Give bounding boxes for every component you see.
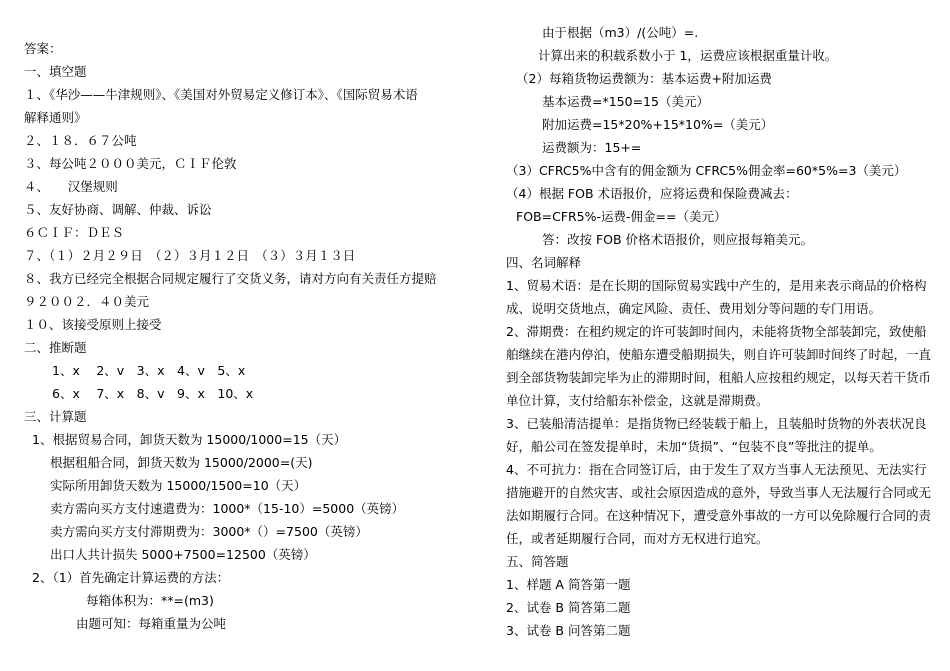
calc-1-line5: 卖方需向买方支付滞期费为：3000*（）=7500（英镑） (50, 524, 368, 539)
fill-blank-3: ３、每公吨２０００美元，ＣＩＦ伦敦 (24, 156, 237, 171)
short-answer-3: 3、试卷 B 问答第二题 (506, 623, 631, 638)
section-judgement-heading: 二、推断题 (24, 340, 87, 355)
calc-2-freight-total: 运费额为：15+= (542, 140, 642, 155)
calc-2-line4: 由于根据（m3）/(公吨）=. (542, 25, 699, 40)
term-4-line1: 4、不可抗力：指在合同签订后，由于发生了双方当事人无法预见、无法实行 (506, 462, 927, 477)
term-1-line2: 成、说明交货地点，确定风险、责任、费用划分等问题的专门用语。 (506, 301, 882, 316)
calc-2-line2: 每箱体积为：**=(m3) (86, 593, 214, 608)
judgement-row-1: 1、x 2、v 3、x 4、v 5、x (52, 363, 246, 378)
term-4-line3: 法如期履行合同。在这种情况下，遭受意外事故的一方可以免除履行合同的责 (506, 508, 932, 523)
calc-2-surcharge: 附加运费=15*20%+15*10%=（美元） (542, 117, 774, 132)
term-3-line2: 好，船公司在签发提单时，未加“货损”、“包装不良”等批注的提单。 (506, 439, 882, 454)
section-fill-blank-heading: 一、填空题 (24, 64, 87, 79)
fill-blank-10: １０、该接受原则上接受 (24, 317, 162, 332)
term-2-line3: 到全部货物装卸完毕为止的滞期时间，租船人应按租约规定，以每天若干货币 (506, 370, 932, 385)
fill-blank-1-line1: １、《华沙——牛津规则》、《美国对外贸易定义修订本》、《国际贸易术语 (24, 87, 418, 102)
answer-heading: 答案： (24, 41, 62, 56)
fill-blank-8-line1: ８、我方已经完全根据合同规定履行了交货义务，请对方向有关责任方提赔 (24, 271, 437, 286)
section-short-answer-heading: 五、简答题 (506, 554, 569, 569)
calc-2-line5: 计算出来的积载系数小于 1，运费应该根据重量计收。 (538, 48, 838, 63)
fill-blank-1-line2: 解释通则》 (24, 110, 87, 125)
calc-2-line3: 由题可知：每箱重量为公吨 (76, 616, 227, 631)
term-4-line4: 任，或者延期履行合同，而对方无权进行追究。 (506, 531, 769, 546)
calc-1-line3: 实际所用卸货天数为 15000/1500=10（天） (50, 478, 307, 493)
fill-blank-5: ５、友好协商、调解、仲裁、诉讼 (24, 202, 212, 217)
short-answer-1: 1、样题 A 简答第一题 (506, 577, 631, 592)
fill-blank-6: ６ＣＩＦ：ＤＥＳ (24, 225, 125, 240)
calc-2-part4: （4）根据 FOB 术语报价，应将运费和保险费减去： (506, 186, 798, 201)
term-4-line2: 措施避开的自然灾害、或社会原因造成的意外，导致当事人无法履行合同或无 (506, 485, 932, 500)
calc-2-fob-formula: FOB=CFR5%-运费-佣金==（美元） (516, 209, 727, 224)
calc-2-answer: 答：改按 FOB 价格术语报价，则应报每箱美元。 (542, 232, 814, 247)
fill-blank-2: ２、１８．６７公吨 (24, 133, 137, 148)
calc-2-line1: 2、（1）首先确定计算运费的方法： (32, 570, 230, 585)
fill-blank-4: ４、 汉堡规则 (24, 179, 118, 194)
term-2-line2: 舶继续在港内停泊，使船东遭受船期损失，则自许可装卸时间终了时起，一直 (506, 347, 932, 362)
calc-1-line6: 出口人共计损失 5000+7500=12500（英镑） (50, 547, 316, 562)
calc-2-part3: （3）CFRC5%中含有的佣金额为 CFRC5%佣金率=60*5%=3（美元） (506, 163, 907, 178)
term-2-line4: 单位计算，支付给船东补偿金，这就是滞期费。 (506, 393, 769, 408)
section-terms-heading: 四、名词解释 (506, 255, 582, 270)
calc-2-base-freight: 基本运费=*150=15（美元） (542, 94, 709, 109)
calc-1-line4: 卖方需向买方支付速遣费为：1000*（15-10）=5000（英镑） (50, 501, 405, 516)
term-1-line1: 1、贸易术语：是在长期的国际贸易实践中产生的，是用来表示商品的价格构 (506, 278, 927, 293)
calc-2-part2-heading: （2）每箱货物运费额为：基本运费+附加运费 (516, 71, 772, 86)
judgement-row-2: 6、x 7、x 8、v 9、x 10、x (52, 386, 254, 401)
calc-1-line1: 1、根据贸易合同，卸货天数为 15000/1000=15（天） (32, 432, 347, 447)
fill-blank-7: ７、（１）２月２９日 （２）３月１２日 （３）３月１３日 (24, 248, 356, 263)
section-calculation-heading: 三、计算题 (24, 409, 87, 424)
fill-blank-8-line2: ９２００２．４０美元 (24, 294, 150, 309)
term-3-line1: 3、已装船清洁提单：是指货物已经装载于船上，且装船时货物的外表状况良 (506, 416, 927, 431)
term-2-line1: 2、滞期费：在租约规定的许可装卸时间内，未能将货物全部装卸完，致使船 (506, 324, 927, 339)
short-answer-2: 2、试卷 B 简答第二题 (506, 600, 631, 615)
calc-1-line2: 根据租船合同，卸货天数为 15000/2000=(天) (50, 455, 313, 470)
